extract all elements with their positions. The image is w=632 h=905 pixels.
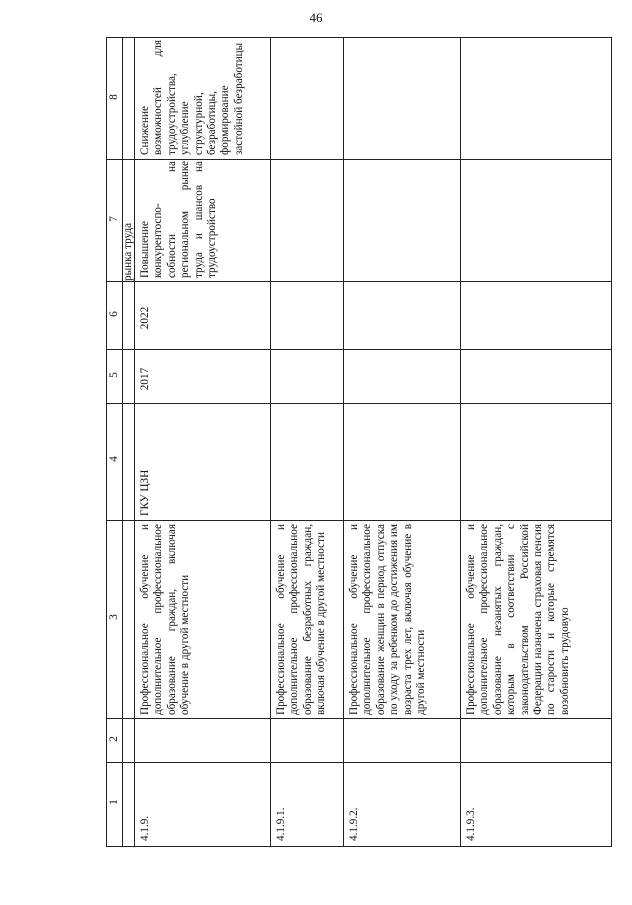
header-col-5: 5 [108,372,120,378]
header-col-4: 4 [108,456,120,462]
table-border-bottom [106,846,612,847]
carryover-text: рынка труда [122,222,134,281]
row3-measure: Профессиональное обучение и дополнительное профессиональное образование женщин в период отпуска по уходу за ребенком до достижения им возраста трех лет, включая обучение в другой местности [348,524,428,715]
header-col-2: 2 [108,736,120,742]
header-col-7: 7 [108,216,120,222]
table-border-left [106,37,107,847]
row4-measure: Профессиональное обучение и дополнительное профессиональное образование незанятых граждан, которым в соответствии с законодательством Российской Федерации назначена страховая пенсия по старости и которые стремятся возобновить трудовую [465,524,571,715]
header-col-6: 6 [108,311,120,317]
row1-end-year-cell [135,282,270,349]
row1-code-cell [135,763,270,846]
row1-executor-cell [135,404,270,520]
row1-consequences: Снижение возможностей для трудоустройства, углубление структурной, безработицы, формирование застойной безработицы [139,40,245,155]
row3-code: 4.1.9.2. [348,807,360,841]
row-divider-4 [460,37,461,847]
row2-code: 4.1.9.1. [275,807,287,841]
row2-code-cell [271,763,343,846]
row2-measure: Профессиональное обучение и дополнительное профессиональное образование безработных граждан, включая обучение в другой местности [275,524,328,715]
row2-measure-cell [271,521,343,718]
row4-measure-cell [461,521,611,718]
row1-executor: ГКУ ЦЗН [139,469,151,516]
row4-code-cell [461,763,611,846]
row3-measure-cell [344,521,460,718]
row1-consequences-cell [135,38,270,159]
row-divider-3 [343,37,344,847]
page-number: 46 [309,10,323,25]
header-col-8: 8 [108,94,120,100]
row-carryover-cell [122,160,134,281]
header-col-1: 1 [108,799,120,805]
header-col-3: 3 [108,614,120,620]
row1-end-year: 2022 [139,306,151,330]
table-border-right [611,37,612,847]
row1-result: Повышение конкурентоспо-собности на региональном рынке труда и шансов на трудоустройство [139,161,219,278]
row1-start-year: 2017 [139,367,151,391]
row1-measure: Профессиональное обучение и дополнительное профессиональное образование граждан, включая обучение в другой местности [139,524,192,715]
row-divider-2 [270,37,271,847]
column-divider-3-2 [106,718,612,719]
row1-code: 4.1.9. [139,815,151,841]
header-row-divider [122,37,123,847]
row1-measure-cell [135,521,270,718]
row4-code: 4.1.9.3. [465,807,477,841]
row3-code-cell [344,763,460,846]
row1-start-year-cell [135,350,270,403]
row1-result-cell [135,160,270,281]
